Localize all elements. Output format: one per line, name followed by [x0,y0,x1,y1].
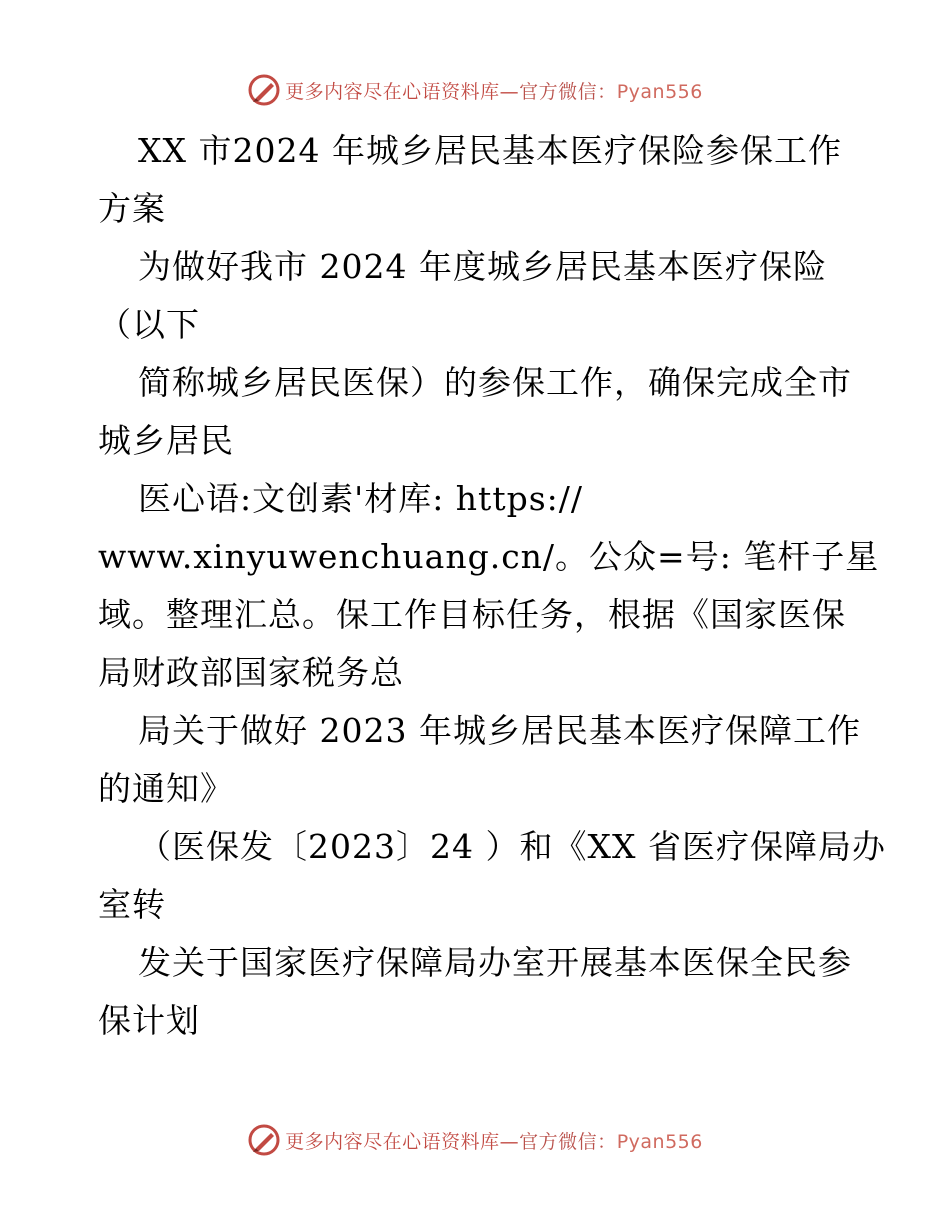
paragraph-line: 城乡居民 [98,421,234,460]
watermark-footer [0,1122,950,1158]
paragraph-line: 局关于做好 2023 年城乡居民基本医疗保障工作 [138,711,861,750]
paragraph-line: 医心语:文创素'材库: https:// [138,479,583,518]
watermark-wechat: Pyan556 [616,80,703,103]
pen-logo-icon [247,73,281,107]
document-title-line: 方案 [98,189,166,228]
paragraph-line: 为做好我市 2024 年度城乡居民基本医疗保险 [138,247,827,286]
watermark-label: 官方微信： [519,1130,617,1153]
paragraph-line: 的通知》 [98,769,234,808]
document-title-line: XX 市2024 年城乡居民基本医疗保险参保工作 [138,131,842,170]
paragraph-line: 域。整理汇总。保工作目标任务，根据《国家医保 [98,595,846,634]
watermark-wechat: Pyan556 [616,1130,703,1153]
watermark-dash: — [499,1130,520,1153]
watermark-text: 更多内容尽在心语资料库 [285,1130,500,1153]
paragraph-line: 保计划 [98,1001,200,1040]
paragraph-line: 局财政部国家税务总 [98,653,404,692]
document-body [98,122,886,1050]
paragraph-line: （医保发〔2023〕24 ）和《XX 省医疗保障局办 [138,827,886,866]
watermark-header [0,72,950,108]
paragraph-line: 简称城乡居民医保）的参保工作，确保完成全市 [138,363,852,402]
watermark-label: 官方微信： [519,80,617,103]
pen-logo-icon [247,1123,281,1157]
paragraph-line: 发关于国家医疗保障局办室开展基本医保全民参 [138,943,852,982]
watermark-text: 更多内容尽在心语资料库 [285,80,500,103]
paragraph-line: 室转 [98,885,166,924]
paragraph-line: www.xinyuwenchuang.cn/。公众=号: 笔杆子星 [98,537,880,576]
watermark-dash: — [499,80,520,103]
paragraph-line: （以下 [98,305,200,344]
